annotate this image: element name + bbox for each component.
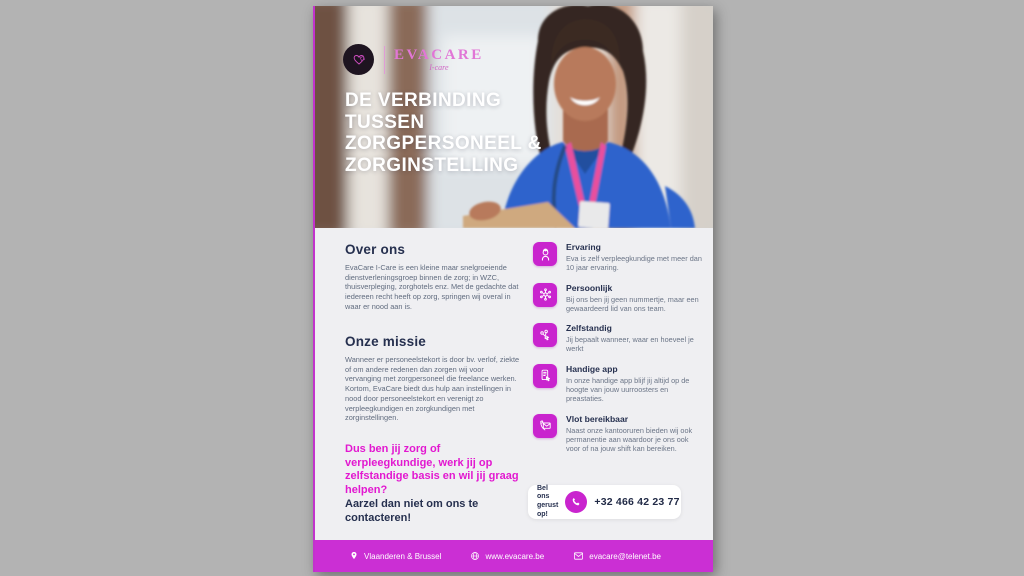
phone-mail-icon xyxy=(533,414,557,438)
choice-hand-icon xyxy=(533,323,557,347)
double-heart-icon xyxy=(349,50,369,70)
feature-text: Bij ons ben jij geen nummertje, maar een gewaardeerd lid van ons team. xyxy=(566,294,699,313)
footer-location-text: Vlaanderen & Brussel xyxy=(364,551,442,561)
location-pin-icon xyxy=(349,551,359,561)
about-title: Over ons xyxy=(345,242,406,257)
brand-tagline: I-care xyxy=(429,63,449,72)
footer-location[interactable] xyxy=(349,551,441,561)
feature-zelfstandig xyxy=(533,323,703,354)
footer-website-text: www.evacare.be xyxy=(485,551,545,561)
footer-email[interactable] xyxy=(573,551,661,561)
flyer-page xyxy=(313,6,713,572)
feature-title: Zelfstandig xyxy=(566,323,612,334)
flyer-body xyxy=(313,228,713,540)
mobile-app-icon xyxy=(533,364,557,388)
feature-text: Eva is zelf verpleegkundige met meer dan 10 jaar ervaring. xyxy=(566,254,702,273)
headline-line-2: TUSSEN xyxy=(345,111,425,133)
mission-title: Onze missie xyxy=(345,334,426,349)
footer-website[interactable] xyxy=(470,551,544,561)
feature-title: Handige app xyxy=(566,363,618,374)
about-text: EvaCare I-Care is een kleine maar snelgroeiende dienstverleningsgroep binnen de zorg; in WZC, thuisverpleging, zorghotels enz. Met de gedachte dat iedereen recht heeft op zorg, springen wij overal in waar er nood aan is. xyxy=(345,263,519,311)
logo-divider xyxy=(384,46,385,74)
mission-section xyxy=(345,334,521,423)
hero-headline xyxy=(345,90,542,176)
team-network-icon xyxy=(533,283,557,307)
headline-line-4: ZORGINSTELLING xyxy=(345,154,519,176)
brand-name: EVACARE xyxy=(394,47,484,63)
feature-persoonlijk xyxy=(533,283,703,314)
feature-title: Persoonlijk xyxy=(566,282,613,293)
logo-wordmark xyxy=(394,47,484,72)
footer-email-text: evacare@telenet.be xyxy=(589,551,661,561)
feature-vlot-bereikbaar xyxy=(533,414,703,454)
phone-number: +32 466 42 23 77 xyxy=(594,496,680,508)
globe-icon xyxy=(470,551,480,561)
about-section xyxy=(345,242,521,312)
feature-text: Naast onze kantooruren bieden wij ook permanentie aan waardoor je ons ook voor of na jouw shift kan bereiken. xyxy=(566,425,693,454)
feature-list xyxy=(533,242,703,454)
cta-question: Dus ben jij zorg of verpleegkundige, werk jij op zelfstandige basis en wil jij graag helpen? xyxy=(345,443,519,496)
logo xyxy=(343,44,484,75)
cta-action: Aarzel dan niet om ons te contacteren! xyxy=(345,498,479,524)
feature-handige-app xyxy=(533,364,703,404)
phone-label: Bel ons gerust op! xyxy=(537,484,559,518)
footer-bar xyxy=(313,540,713,572)
feature-title: Ervaring xyxy=(566,242,601,252)
feature-text: Jij bepaalt wanneer, waar en hoeveel je werkt xyxy=(566,335,694,354)
mission-text: Wanneer er personeelstekort is door bv. verlof, ziekte of om andere redenen dan zorgen wij voor vervanging met zorgpersoneel die freelance werken. Kortom, EvaCare biedt dus hulp aan instellingen in nood door personeelstekort en verenigt zo verpleegkundigen en zorgkundigen met zorginstellingen. xyxy=(345,355,520,423)
headline-line-3: ZORGPERSONEEL & xyxy=(345,133,542,154)
phone-cta[interactable] xyxy=(528,485,681,519)
feature-title: Vlot bereikbaar xyxy=(566,413,629,424)
phone-icon xyxy=(565,491,587,513)
nurse-icon xyxy=(533,242,557,266)
headline-line-1: DE VERBINDING xyxy=(345,90,502,111)
logo-badge xyxy=(343,44,374,75)
feature-ervaring xyxy=(533,242,703,273)
feature-text: In onze handige app blijf jij altijd op de hoogte van jouw uurroosters en preastaties. xyxy=(566,375,690,404)
hero-header xyxy=(313,6,713,228)
envelope-icon xyxy=(573,551,584,561)
